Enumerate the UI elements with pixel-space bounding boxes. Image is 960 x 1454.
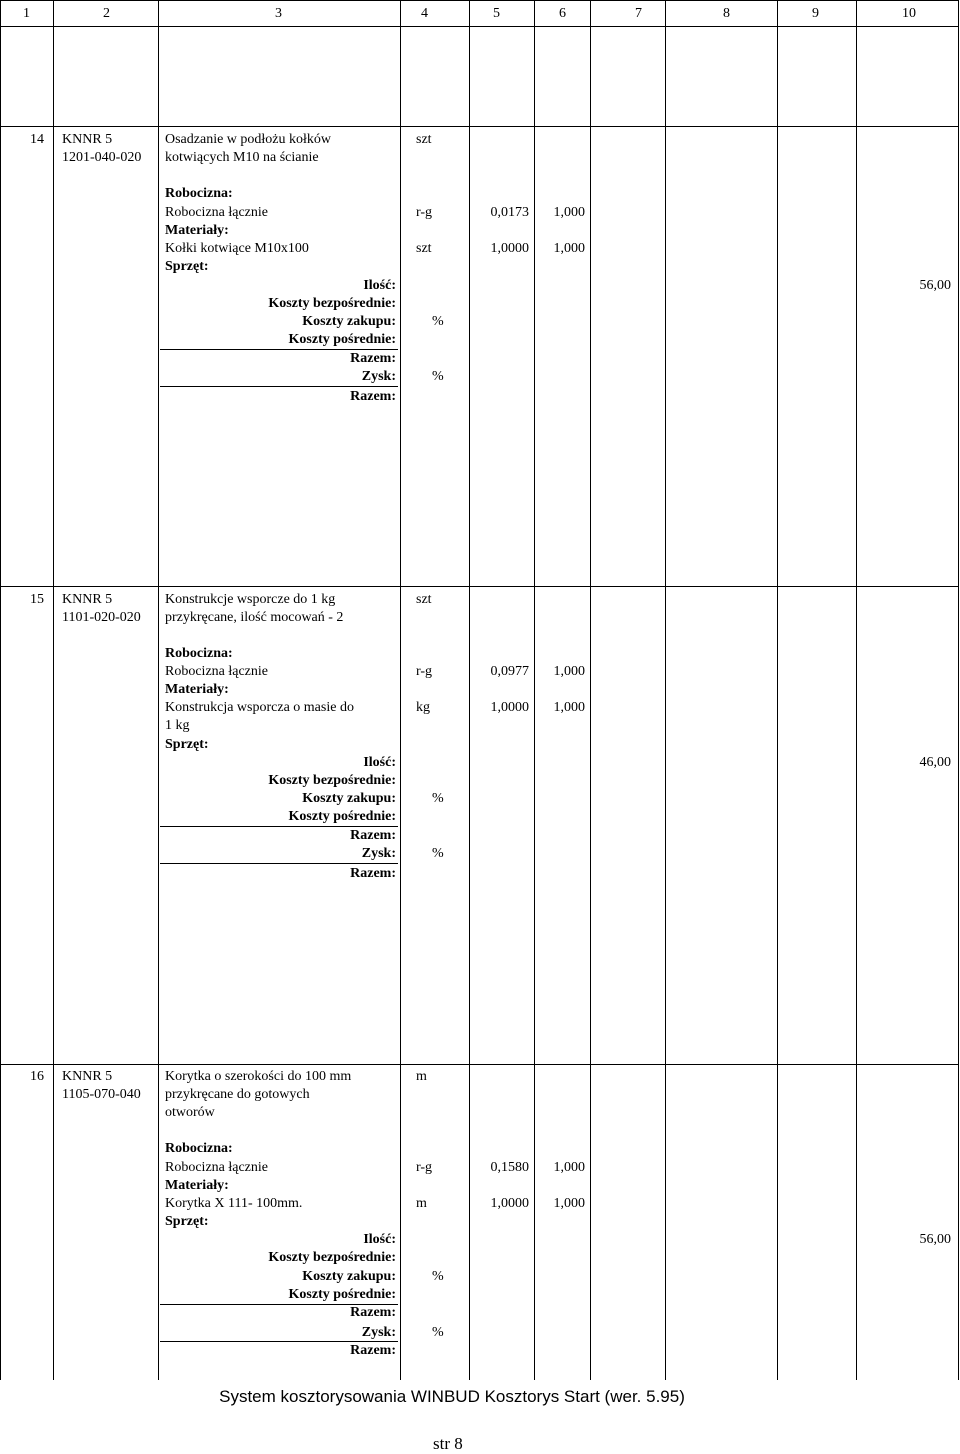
subtotal-label: Razem: <box>350 1305 396 1320</box>
material-unit: szt <box>416 241 432 256</box>
material-name: Konstrukcja wsporcza o masie do <box>165 700 354 715</box>
header-col-9: 9 <box>812 6 819 21</box>
labor-norm: 0,1580 <box>490 1160 529 1175</box>
profit-unit: % <box>432 846 444 861</box>
col-border <box>53 0 54 1380</box>
profit-label: Zysk: <box>361 369 396 384</box>
col-border <box>665 0 666 1380</box>
catalog-code: KNNR 5 <box>62 132 113 147</box>
labor-norm: 0,0977 <box>490 664 529 679</box>
total-rule <box>160 863 398 864</box>
entry-description: otworów <box>165 1105 215 1120</box>
entry-description: Konstrukcje wsporcze do 1 kg <box>165 592 336 607</box>
material-coefficient: 1,000 <box>553 241 585 256</box>
col-border <box>0 0 1 1380</box>
quantity-label: Ilość: <box>363 278 396 293</box>
equipment-heading: Sprzęt: <box>165 737 209 752</box>
material-name: Kołki kotwiące M10x100 <box>165 241 309 256</box>
indirect-costs-label: Koszty pośrednie: <box>288 809 396 824</box>
col-border <box>958 0 959 1380</box>
row-border <box>0 126 958 127</box>
material-norm: 1,0000 <box>490 700 529 715</box>
entry-unit: szt <box>416 592 432 607</box>
header-col-5: 5 <box>493 6 500 21</box>
total-label: Razem: <box>350 1343 396 1358</box>
entry-number: 16 <box>30 1069 44 1084</box>
material-name: Korytka X 111- 100mm. <box>165 1196 303 1211</box>
purchase-costs-label: Koszty zakupu: <box>302 314 396 329</box>
materials-heading: Materiały: <box>165 223 229 238</box>
quantity-value: 46,00 <box>919 755 951 770</box>
header-col-7: 7 <box>635 6 642 21</box>
purchase-costs-unit: % <box>432 1269 444 1284</box>
total-label: Razem: <box>350 389 396 404</box>
material-unit: m <box>416 1196 427 1211</box>
quantity-value: 56,00 <box>919 1232 951 1247</box>
purchase-costs-unit: % <box>432 791 444 806</box>
header-col-10: 10 <box>902 6 916 21</box>
header-col-3: 3 <box>275 6 282 21</box>
col-border <box>777 0 778 1380</box>
col-border <box>856 0 857 1380</box>
labor-coefficient: 1,000 <box>553 664 585 679</box>
materials-heading: Materiały: <box>165 1178 229 1193</box>
subtotal-label: Razem: <box>350 351 396 366</box>
profit-unit: % <box>432 1325 444 1340</box>
row-border <box>0 586 958 587</box>
col-border <box>158 0 159 1380</box>
direct-costs-label: Koszty bezpośrednie: <box>268 296 396 311</box>
labor-name: Robocizna łącznie <box>165 664 269 679</box>
page-number: str 8 <box>433 1434 463 1453</box>
footer-system-name: System kosztorysowania WINBUD Kosztorys Start (wer. 5.95) <box>219 1387 685 1406</box>
material-unit: kg <box>416 700 430 715</box>
header-col-8: 8 <box>723 6 730 21</box>
indirect-costs-label: Koszty pośrednie: <box>288 332 396 347</box>
entry-unit: m <box>416 1069 427 1084</box>
subtotal-label: Razem: <box>350 828 396 843</box>
labor-heading: Robocizna: <box>165 646 233 661</box>
total-label: Razem: <box>350 866 396 881</box>
labor-unit: r-g <box>416 205 433 220</box>
labor-coefficient: 1,000 <box>553 1160 585 1175</box>
catalog-position: 1105-070-040 <box>62 1087 141 1102</box>
material-coefficient: 1,000 <box>553 700 585 715</box>
entry-number: 15 <box>30 592 44 607</box>
quantity-value: 56,00 <box>919 278 951 293</box>
entry-description: przykręcane, ilość mocowań - 2 <box>165 610 344 625</box>
table-top-border <box>0 0 958 1</box>
purchase-costs-label: Koszty zakupu: <box>302 791 396 806</box>
labor-name: Robocizna łącznie <box>165 1160 269 1175</box>
labor-unit: r-g <box>416 1160 433 1175</box>
entry-unit: szt <box>416 132 432 147</box>
entry-description: kotwiących M10 na ścianie <box>165 150 319 165</box>
labor-coefficient: 1,000 <box>553 205 585 220</box>
entry-description: przykręcane do gotowych <box>165 1087 310 1102</box>
purchase-costs-unit: % <box>432 314 444 329</box>
labor-norm: 0,0173 <box>490 205 529 220</box>
col-border <box>590 0 591 1380</box>
catalog-code: KNNR 5 <box>62 1069 113 1084</box>
material-name: 1 kg <box>165 718 190 733</box>
col-border <box>400 0 401 1380</box>
labor-unit: r-g <box>416 664 433 679</box>
quantity-label: Ilość: <box>363 1232 396 1247</box>
material-coefficient: 1,000 <box>553 1196 585 1211</box>
labor-heading: Robocizna: <box>165 186 233 201</box>
quantity-label: Ilość: <box>363 755 396 770</box>
profit-label: Zysk: <box>361 846 396 861</box>
profit-label: Zysk: <box>361 1325 396 1340</box>
material-norm: 1,0000 <box>490 1196 529 1211</box>
entry-description: Korytka o szerokości do 100 mm <box>165 1069 352 1084</box>
header-col-6: 6 <box>559 6 566 21</box>
labor-heading: Robocizna: <box>165 1141 233 1156</box>
material-norm: 1,0000 <box>490 241 529 256</box>
header-bottom-border <box>0 26 958 27</box>
materials-heading: Materiały: <box>165 682 229 697</box>
total-rule <box>160 386 398 387</box>
entry-number: 14 <box>30 132 44 147</box>
direct-costs-label: Koszty bezpośrednie: <box>268 773 396 788</box>
profit-unit: % <box>432 369 444 384</box>
indirect-costs-label: Koszty pośrednie: <box>288 1287 396 1302</box>
direct-costs-label: Koszty bezpośrednie: <box>268 1250 396 1265</box>
catalog-position: 1201-040-020 <box>62 150 142 165</box>
catalog-code: KNNR 5 <box>62 592 113 607</box>
entry-description: Osadzanie w podłożu kołków <box>165 132 332 147</box>
header-col-4: 4 <box>421 6 428 21</box>
header-col-2: 2 <box>103 6 110 21</box>
equipment-heading: Sprzęt: <box>165 1214 209 1229</box>
row-border <box>0 1064 958 1065</box>
labor-name: Robocizna łącznie <box>165 205 269 220</box>
catalog-position: 1101-020-020 <box>62 610 141 625</box>
equipment-heading: Sprzęt: <box>165 259 209 274</box>
purchase-costs-label: Koszty zakupu: <box>302 1269 396 1284</box>
header-col-1: 1 <box>23 6 30 21</box>
